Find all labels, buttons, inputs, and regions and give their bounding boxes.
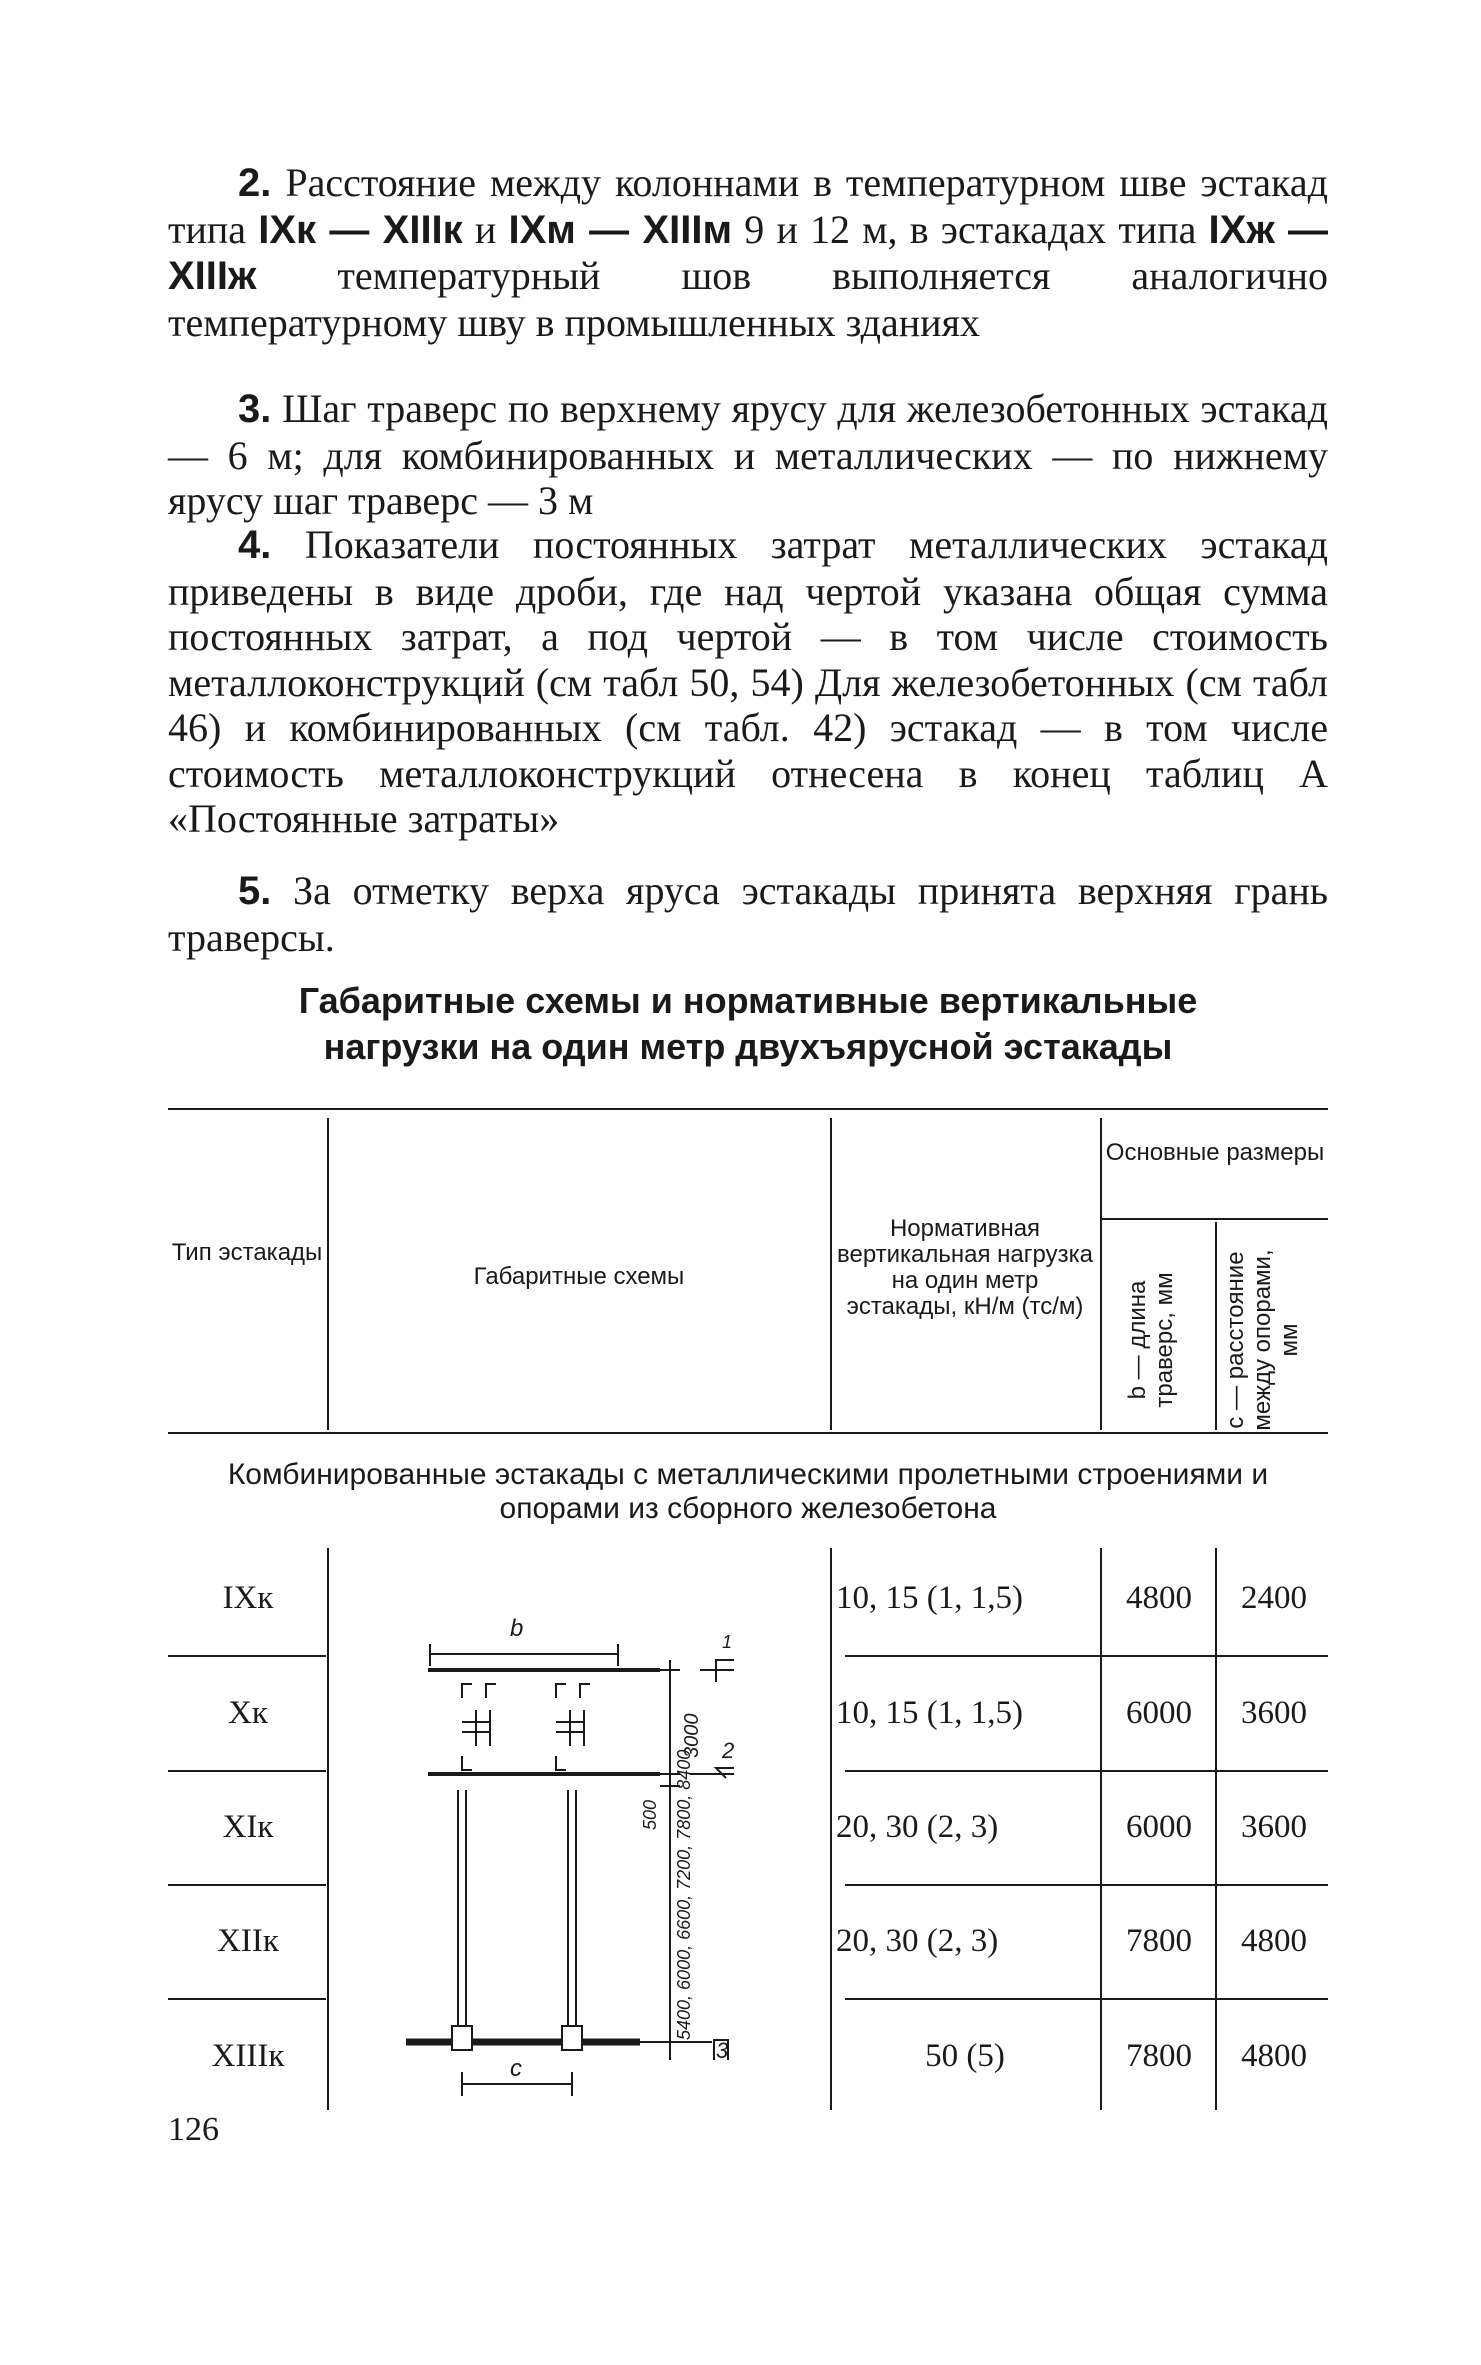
row-type: IXк <box>222 1580 274 1616</box>
paragraph-3: 3. Шаг траверс по верхнему ярусу для железобетонных эстакад — 6 м; для комбинированных и металлических — по нижнему ярусу шаг траверс — 3 м <box>168 386 1328 523</box>
body-divider <box>830 1548 832 2110</box>
header-b: b — длина траверс, мм <box>1124 1272 1178 1408</box>
label-3: 3 <box>716 2038 729 2063</box>
row-rule <box>845 1655 1328 1657</box>
row-c: 3600 <box>1241 1809 1307 1845</box>
row-rule <box>168 1655 326 1657</box>
main-sizes-rule <box>1100 1218 1328 1220</box>
heading-line-1: Габаритные схемы и нормативные вертикальные <box>298 980 1198 1021</box>
header-type: Тип эстакады <box>171 1239 323 1266</box>
row-load: 10, 15 (1, 1,5) <box>836 1580 1023 1616</box>
row-c: 4800 <box>1241 1923 1307 1959</box>
row-rule <box>168 1770 326 1772</box>
paragraph-number: 2. <box>238 161 272 205</box>
header-schemes: Габаритные схемы <box>473 1263 685 1290</box>
page-number: 126 <box>168 2111 219 2148</box>
paragraph-number: 5. <box>238 869 272 913</box>
dim-heights: 5400, 6000, 6600, 7200, 7800, 8400 <box>674 1749 694 2040</box>
row-load: 10, 15 (1, 1,5) <box>836 1695 1023 1731</box>
header-divider <box>1215 1222 1217 1430</box>
row-c: 3600 <box>1241 1695 1307 1731</box>
heading-line-2: нагрузки на один метр двухъярусной эстакады <box>323 1026 1173 1067</box>
row-type: XIIк <box>217 1923 279 1959</box>
row-b: 6000 <box>1126 1695 1192 1731</box>
row-b: 7800 <box>1126 1923 1192 1959</box>
row-type: XIIIк <box>211 2038 285 2074</box>
paragraph-4: 4. Показатели постоянных затрат металлических эстакад приведены в виде дроби, где над чертой указана общая сумма постоянных затрат, а под чертой — в том числе стоимость металлоконструкций (см табл 50, 54) Для железобетонных (см табл 46) и комбинированных (см табл. 42) эстакад — в том числе стоимость металлоконструкций отнесена в конец таблиц А «Постоянные затраты» <box>168 522 1328 841</box>
body-divider <box>1215 1548 1217 2110</box>
dim-500: 500 <box>640 1799 660 1830</box>
header-divider <box>830 1118 832 1430</box>
header-load: Нормативная вертикальная нагрузка на один метр эстакады, кН/м (тс/м) <box>836 1215 1093 1320</box>
label-2: 2 <box>722 1738 735 1763</box>
row-rule <box>845 1884 1328 1886</box>
row-load: 20, 30 (2, 3) <box>836 1923 999 1959</box>
paragraph-number: 3. <box>238 387 272 431</box>
table-top-rule <box>168 1108 1328 1110</box>
row-rule <box>845 1998 1328 2000</box>
overpass-scheme-drawing <box>400 1590 760 2082</box>
header-divider <box>327 1118 329 1430</box>
label-1: 1 <box>722 1632 733 1652</box>
row-b: 7800 <box>1126 2038 1192 2074</box>
row-type: Xк <box>228 1695 268 1731</box>
paragraph-number: 4. <box>238 523 272 567</box>
row-rule <box>845 1770 1328 1772</box>
row-load: 20, 30 (2, 3) <box>836 1809 999 1845</box>
label-c: c <box>510 2055 522 2082</box>
section-caption: Комбинированные эстакады с металлическими пролетными строениями и опорами из сборного железобетона <box>227 1458 1269 1525</box>
paragraph-2: 2. Расстояние между колоннами в температурном шве эстакад типа IXк — XIIIк и IXм — XIIIм 9 и 12 м, в эстакадах типа IXж — XIIIж температурный шов выполняется аналогично температурному шву в промышленных зданиях <box>168 160 1328 345</box>
header-c: с — расстояние между опорами, мм <box>1222 1249 1303 1431</box>
row-c: 4800 <box>1241 2038 1307 2074</box>
label-b: b <box>510 1615 524 1642</box>
row-rule <box>168 1884 326 1886</box>
row-type: XIк <box>222 1809 274 1845</box>
header-divider <box>1100 1118 1102 1430</box>
row-b: 4800 <box>1126 1580 1192 1616</box>
body-divider <box>1100 1548 1102 2110</box>
row-b: 6000 <box>1126 1809 1192 1845</box>
row-c: 2400 <box>1241 1580 1307 1616</box>
header-main-sizes: Основные размеры <box>1105 1139 1325 1166</box>
dim-3000: 3000 <box>681 1713 703 1758</box>
row-rule <box>168 1998 326 2000</box>
table-heading <box>168 978 1328 1070</box>
row-load: 50 (5) <box>925 2038 1005 2074</box>
columns <box>458 1790 576 2040</box>
paragraph-5: 5. За отметку верха яруса эстакады принята верхняя грань траверсы. <box>168 868 1329 960</box>
